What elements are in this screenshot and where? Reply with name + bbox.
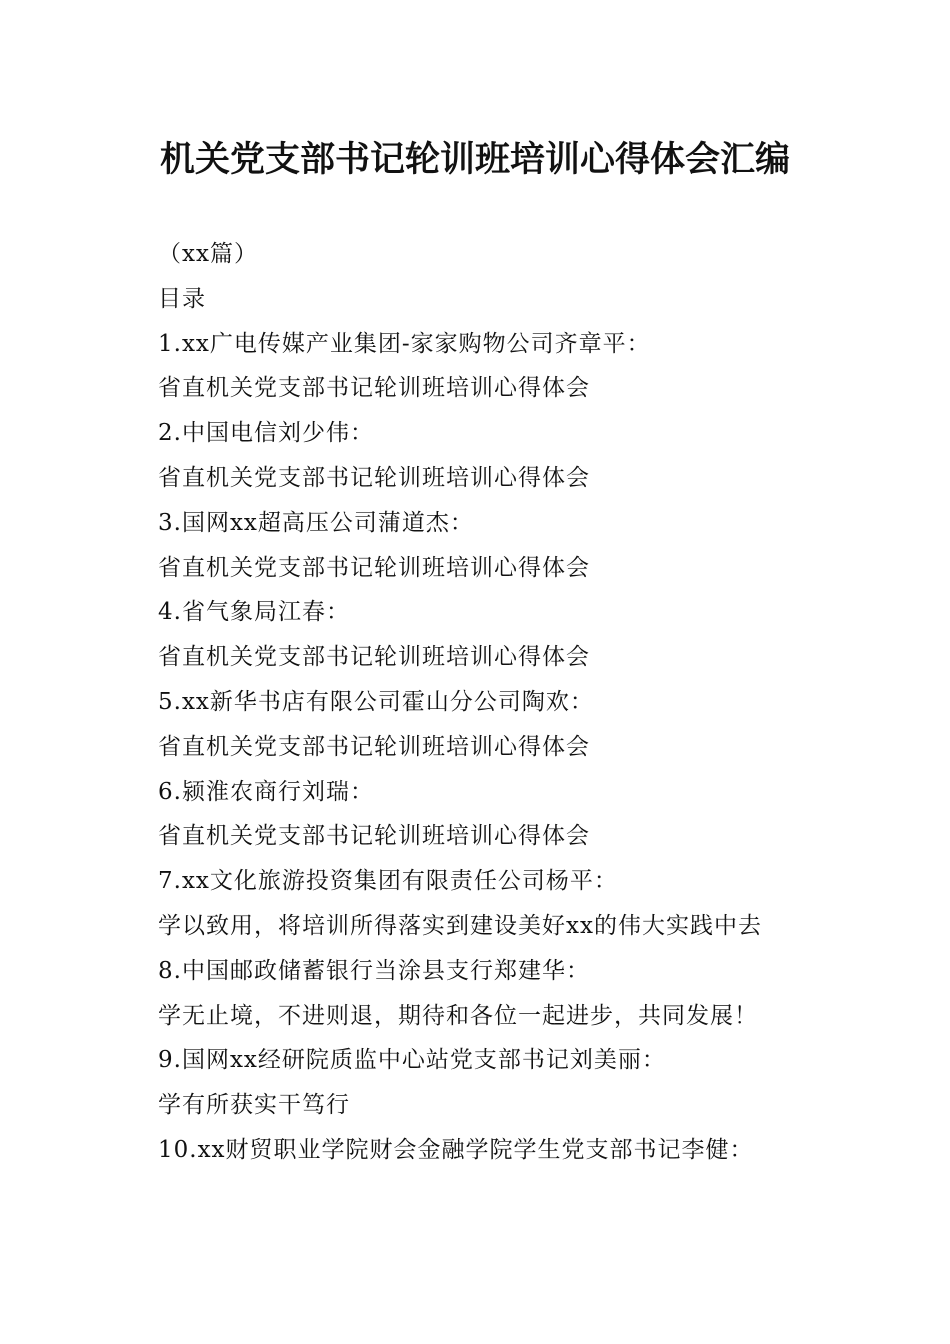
toc-entry-article: 省直机关党支部书记轮训班培训心得体会 [158,733,590,760]
toc-entry [158,859,858,949]
toc-entry [158,590,858,680]
toc-entry-article: 省直机关党支部书记轮训班培训心得体会 [158,554,590,581]
toc-entry-author: 4.省气象局江春： [158,599,350,626]
toc-entry [158,1038,858,1128]
document-title: 机关党支部书记轮训班培训心得体会汇编 [159,139,790,180]
toc-entry-article: 省直机关党支部书记轮训班培训心得体会 [158,823,590,850]
toc-entry-author: 5.xx新华书店有限公司霍山分公司陶欢： [158,688,594,715]
toc-entry [158,770,858,860]
toc-entry [158,501,858,591]
toc-entry-author: 7.xx文化旅游投资集团有限责任公司杨平： [158,868,618,895]
toc-entry-author: 8.中国邮政储蓄银行当涂县支行郑建华： [158,957,590,984]
toc-entry-article: 省直机关党支部书记轮训班培训心得体会 [158,464,590,491]
toc-entry-author: 1.xx广电传媒产业集团-家家购物公司齐章平： [158,330,651,357]
document-body [158,232,858,1173]
toc-entry-article: 学无止境，不进则退，期待和各位一起进步，共同发展！ [158,1002,758,1029]
toc-entry [158,322,858,412]
toc-heading: 目录 [158,285,206,312]
toc-entry-author: 6.颍淮农商行刘瑞： [158,778,374,805]
toc-entry [158,680,858,770]
toc-entry-article: 学以致用，将培训所得落实到建设美好xx的伟大实践中去 [158,912,762,939]
document-subtitle: （xx篇） [158,241,258,267]
toc-entry-author: 3.国网xx超高压公司蒲道杰： [158,509,474,536]
toc-entry-author: 10.xx财贸职业学院财会金融学院学生党支部书记李健： [158,1136,754,1163]
toc-entry [158,411,858,501]
toc-entry-article: 省直机关党支部书记轮训班培训心得体会 [158,375,590,402]
toc-entry [158,949,858,1039]
toc-entry-article: 省直机关党支部书记轮训班培训心得体会 [158,644,590,671]
toc-entry-author: 9.国网xx经研院质监中心站党支部书记刘美丽： [158,1047,666,1074]
toc-entry-article: 学有所获实干笃行 [158,1092,350,1119]
toc-entry [158,1128,858,1173]
toc-entry-author: 2.中国电信刘少伟： [158,420,374,447]
